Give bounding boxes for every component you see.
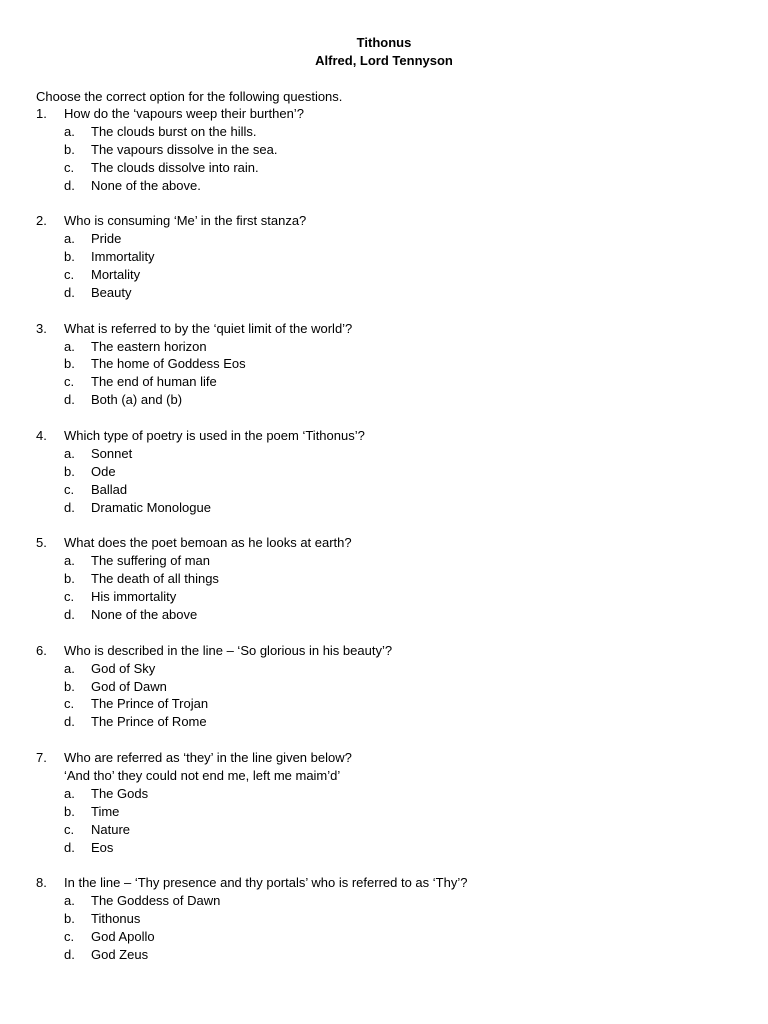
answer-option bbox=[36, 338, 736, 356]
question-line bbox=[36, 212, 736, 230]
answer-option bbox=[36, 803, 736, 821]
question-text: Which type of poetry is used in the poem ‘Tithonus’? bbox=[64, 428, 365, 444]
option-letter: c. bbox=[64, 481, 75, 497]
question-item bbox=[36, 749, 736, 856]
question-number: 6. bbox=[36, 642, 47, 658]
answer-option bbox=[36, 123, 736, 141]
document-author: Alfred, Lord Tennyson bbox=[315, 53, 453, 68]
answer-option bbox=[36, 373, 736, 391]
question-line bbox=[36, 874, 736, 892]
answer-option bbox=[36, 928, 736, 946]
option-text: Both (a) and (b) bbox=[91, 392, 183, 408]
option-letter: d. bbox=[64, 714, 75, 730]
question-text: In the line – ‘Thy presence and thy portals’ who is referred to as ‘Thy’? bbox=[64, 875, 468, 891]
option-letter: d. bbox=[64, 606, 75, 622]
question-text: What is referred to by the ‘quiet limit of the world’? bbox=[64, 320, 353, 336]
option-letter: b. bbox=[64, 911, 75, 927]
option-letter: d. bbox=[64, 499, 75, 515]
question-line bbox=[36, 534, 736, 552]
option-text: The clouds burst on the hills. bbox=[91, 123, 257, 139]
option-text: None of the above bbox=[91, 606, 198, 622]
option-text: The suffering of man bbox=[91, 553, 210, 569]
option-letter: c. bbox=[64, 267, 75, 283]
answer-option bbox=[36, 713, 736, 731]
option-letter: c. bbox=[64, 159, 75, 175]
document-title: Tithonus bbox=[356, 35, 412, 50]
answer-option bbox=[36, 499, 736, 517]
option-letter: a. bbox=[64, 123, 75, 139]
option-letter: a. bbox=[64, 660, 75, 676]
option-text: God Zeus bbox=[91, 946, 149, 962]
answer-option bbox=[36, 230, 736, 248]
question-text: How do the ‘vapours weep their burthen’? bbox=[64, 106, 304, 121]
option-text: God Apollo bbox=[91, 928, 155, 944]
question-line bbox=[36, 427, 736, 445]
option-text: The Goddess of Dawn bbox=[91, 893, 221, 909]
answer-option bbox=[36, 839, 736, 857]
option-letter: a. bbox=[64, 231, 75, 247]
option-text: The end of human life bbox=[91, 374, 217, 390]
option-letter: c. bbox=[64, 928, 75, 944]
question-number: 2. bbox=[36, 213, 47, 229]
option-text: The Gods bbox=[91, 785, 149, 801]
answer-option bbox=[36, 391, 736, 409]
answer-option bbox=[36, 946, 736, 964]
question-list bbox=[36, 105, 736, 982]
option-letter: a. bbox=[64, 553, 75, 569]
option-letter: a. bbox=[64, 785, 75, 801]
option-text: God of Sky bbox=[91, 660, 156, 676]
option-text: The vapours dissolve in the sea. bbox=[91, 141, 278, 157]
question-number: 5. bbox=[36, 535, 47, 551]
answer-option bbox=[36, 695, 736, 713]
option-letter: d. bbox=[64, 177, 75, 193]
question-text: Who is described in the line – ‘So glorious in his beauty’? bbox=[64, 642, 393, 658]
answer-option bbox=[36, 892, 736, 910]
option-text: Pride bbox=[91, 231, 122, 247]
question-line bbox=[36, 642, 736, 660]
option-text: Beauty bbox=[91, 284, 132, 300]
option-letter: b. bbox=[64, 463, 75, 479]
answer-option bbox=[36, 910, 736, 928]
answer-option bbox=[36, 785, 736, 803]
option-text: Tithonus bbox=[91, 911, 141, 927]
answer-option bbox=[36, 606, 736, 624]
option-text: The home of Goddess Eos bbox=[91, 356, 246, 372]
answer-option bbox=[36, 177, 736, 195]
option-letter: d. bbox=[64, 946, 75, 962]
instructions: Choose the correct option for the following questions. bbox=[36, 89, 343, 104]
question-item bbox=[36, 105, 736, 194]
question-item bbox=[36, 320, 736, 409]
answer-option bbox=[36, 141, 736, 159]
answer-option bbox=[36, 588, 736, 606]
question-item bbox=[36, 212, 736, 301]
option-text: Ballad bbox=[91, 481, 128, 497]
option-letter: d. bbox=[64, 392, 75, 408]
question-line bbox=[36, 105, 736, 123]
question-item bbox=[36, 874, 736, 963]
question-text: What does the poet bemoan as he looks at earth? bbox=[64, 535, 352, 551]
answer-option bbox=[36, 678, 736, 696]
option-letter: d. bbox=[64, 839, 75, 855]
option-text: Nature bbox=[91, 821, 131, 837]
question-number: 4. bbox=[36, 428, 47, 444]
option-letter: c. bbox=[64, 821, 75, 837]
answer-option bbox=[36, 445, 736, 463]
option-text: Immortality bbox=[91, 249, 155, 265]
option-text: God of Dawn bbox=[91, 678, 167, 694]
option-letter: c. bbox=[64, 589, 75, 605]
option-letter: b. bbox=[64, 803, 75, 819]
answer-option bbox=[36, 266, 736, 284]
answer-option bbox=[36, 570, 736, 588]
option-letter: b. bbox=[64, 678, 75, 694]
option-text: Dramatic Monologue bbox=[91, 499, 211, 515]
answer-option bbox=[36, 481, 736, 499]
answer-option bbox=[36, 284, 736, 302]
answer-option bbox=[36, 552, 736, 570]
option-letter: a. bbox=[64, 338, 75, 354]
question-line bbox=[36, 749, 736, 767]
answer-option bbox=[36, 355, 736, 373]
option-text: The death of all things bbox=[91, 571, 219, 587]
quoted-line: ‘And tho’ they could not end me, left me maim’d’ bbox=[64, 767, 341, 783]
question-number: 3. bbox=[36, 320, 47, 336]
option-text: The eastern horizon bbox=[91, 338, 207, 354]
question-number: 8. bbox=[36, 875, 47, 891]
question-text: Who is consuming ‘Me’ in the first stanza? bbox=[64, 213, 307, 229]
option-text: Mortality bbox=[91, 267, 141, 283]
option-text: The Prince of Rome bbox=[91, 714, 207, 730]
option-text: Eos bbox=[91, 839, 114, 855]
option-letter: c. bbox=[64, 696, 75, 712]
option-text: None of the above. bbox=[91, 177, 201, 193]
option-letter: a. bbox=[64, 445, 75, 461]
option-text: The Prince of Trojan bbox=[91, 696, 209, 712]
question-line bbox=[36, 320, 736, 338]
option-letter: b. bbox=[64, 356, 75, 372]
option-text: Sonnet bbox=[91, 445, 133, 461]
option-text: Time bbox=[91, 803, 120, 819]
question-number: 1. bbox=[36, 106, 47, 121]
option-letter: b. bbox=[64, 141, 75, 157]
answer-option bbox=[36, 463, 736, 481]
answer-option bbox=[36, 660, 736, 678]
question-item bbox=[36, 427, 736, 516]
question-text: Who are referred as ‘they’ in the line given below? bbox=[64, 750, 352, 766]
option-text: His immortality bbox=[91, 589, 177, 605]
option-letter: a. bbox=[64, 893, 75, 909]
answer-option bbox=[36, 248, 736, 266]
option-letter: c. bbox=[64, 374, 75, 390]
option-text: Ode bbox=[91, 463, 116, 479]
answer-option bbox=[36, 159, 736, 177]
answer-option bbox=[36, 821, 736, 839]
question-number: 7. bbox=[36, 750, 47, 766]
option-letter: b. bbox=[64, 571, 75, 587]
option-letter: d. bbox=[64, 284, 75, 300]
option-text: The clouds dissolve into rain. bbox=[91, 159, 259, 175]
option-letter: b. bbox=[64, 249, 75, 265]
question-item bbox=[36, 534, 736, 623]
question-item bbox=[36, 642, 736, 731]
